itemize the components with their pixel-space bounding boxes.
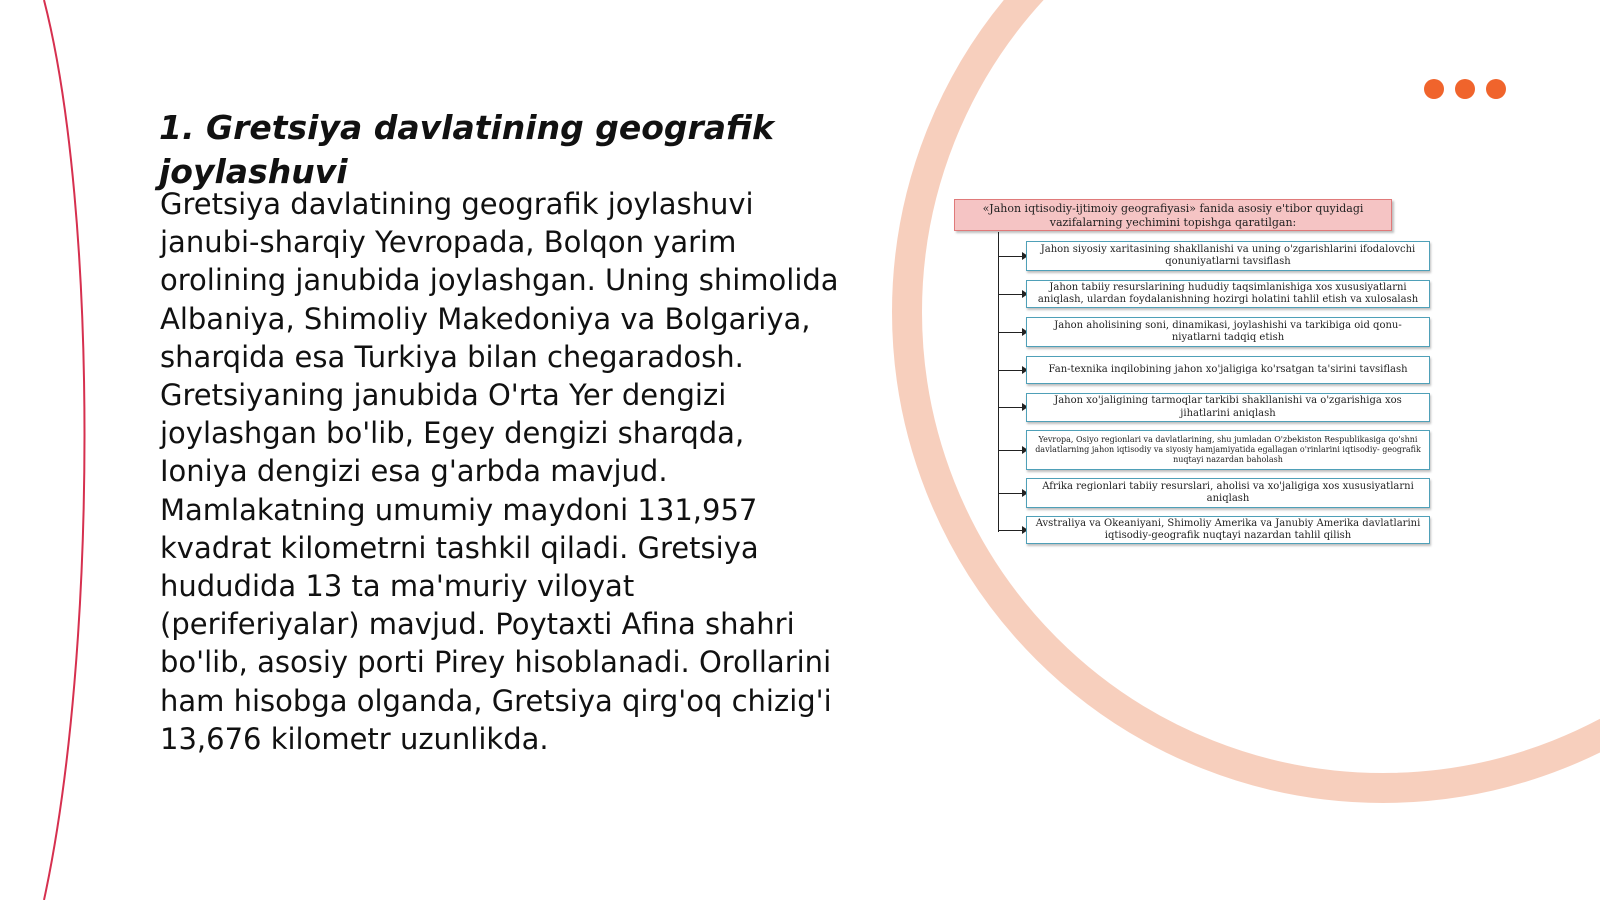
diagram-item: Yevropa, Osiyo regionlari va davlatlarining, shu jumladan O'zbekiston Respublikasiga qo'shni davlatlarning jahon iqtisodiy va siyosiy hamjamiyatida egallagan o'rinlarini iqtisodiy- geografik nuqtayi nazardan baholash bbox=[1026, 430, 1430, 470]
arrow-icon bbox=[998, 530, 1024, 531]
diagram-item: Jahon tabiiy resurslarining hududiy taqsimlanishiga xos xususiyatlarni aniqlash, ulardan foydalanishning hozirgi holatini tahlil etish va xulosalash bbox=[1026, 280, 1430, 308]
diagram-item: Fan-texnika inqilobining jahon xo'jaligiga ko'rsatgan ta'sirini tavsiflash bbox=[1026, 356, 1430, 384]
arrow-icon bbox=[998, 256, 1024, 257]
arrow-icon bbox=[998, 493, 1024, 494]
diagram-item: Jahon aholisining soni, dinamikasi, joylashishi va tarkibiga oid qonu-niyatlarni tadqiq etish bbox=[1026, 317, 1430, 347]
arrow-icon bbox=[998, 407, 1024, 408]
arrow-icon bbox=[998, 450, 1024, 451]
decorative-left-curve bbox=[44, 0, 85, 900]
diagram-item: Jahon siyosiy xaritasining shakllanishi va uning o'zgarishlarini ifodalovchi qonuniyatlarni tavsiflash bbox=[1026, 241, 1430, 271]
diagram-connector-line bbox=[998, 232, 999, 532]
dot-icon bbox=[1424, 79, 1444, 99]
diagram-item: Avstraliya va Okeaniyani, Shimoliy Amerika va Janubiy Amerika davlatlarini iqtisodiy-geografik nuqtayi nazardan tahlil qilish bbox=[1026, 516, 1430, 544]
diagram-header: «Jahon iqtisodiy-ijtimoiy geografiyasi» fanida asosiy e'tibor quyidagi vazifalarning yechimini topishga qaratilgan: bbox=[954, 199, 1392, 231]
menu-dots-icon bbox=[1424, 79, 1514, 101]
dot-icon bbox=[1486, 79, 1506, 99]
arrow-icon bbox=[998, 332, 1024, 333]
diagram-item: Jahon xo'jaligining tarmoqlar tarkibi shakllanishi va o'zgarishiga xos jihatlarini aniqlash bbox=[1026, 393, 1430, 422]
arrow-icon bbox=[998, 370, 1024, 371]
slide-body-text: Gretsiya davlatining geografik joylashuvi janubi-sharqiy Yevropada, Bolqon yarim orolining janubida joylashgan. Uning shimolida Albaniya, Shimoliy Makedoniya va Bolgariya, sharqida esa Turkiya bilan chegaradosh. Gretsiyaning janubida O'rta Yer dengizi joylashgan bo'lib, Egey dengizi sharqda, Ioniya dengizi esa g'arbda mavjud. Mamlakatning umumiy maydoni 131,957 kvadrat kilometrni tashkil qiladi. Gretsiya hududida 13 ta ma'muriy viloyat (periferiyalar) mavjud. Poytaxti Afina shahri bo'lib, asosiy porti Pirey hisoblanadi. Orollarini ham hisobga olganda, Gretsiya qirg'oq chizig'i 13,676 kilometr uzunlikda. bbox=[160, 187, 839, 756]
dot-icon bbox=[1455, 79, 1475, 99]
diagram-item: Afrika regionlari tabiiy resurslari, aholisi va xo'jaligiga xos xususiyatlarni aniqlash bbox=[1026, 478, 1430, 508]
slide-title: 1. Gretsiya davlatining geografik joylashuvi bbox=[159, 108, 774, 191]
arrow-icon bbox=[998, 294, 1024, 295]
tasks-diagram bbox=[954, 199, 1432, 549]
